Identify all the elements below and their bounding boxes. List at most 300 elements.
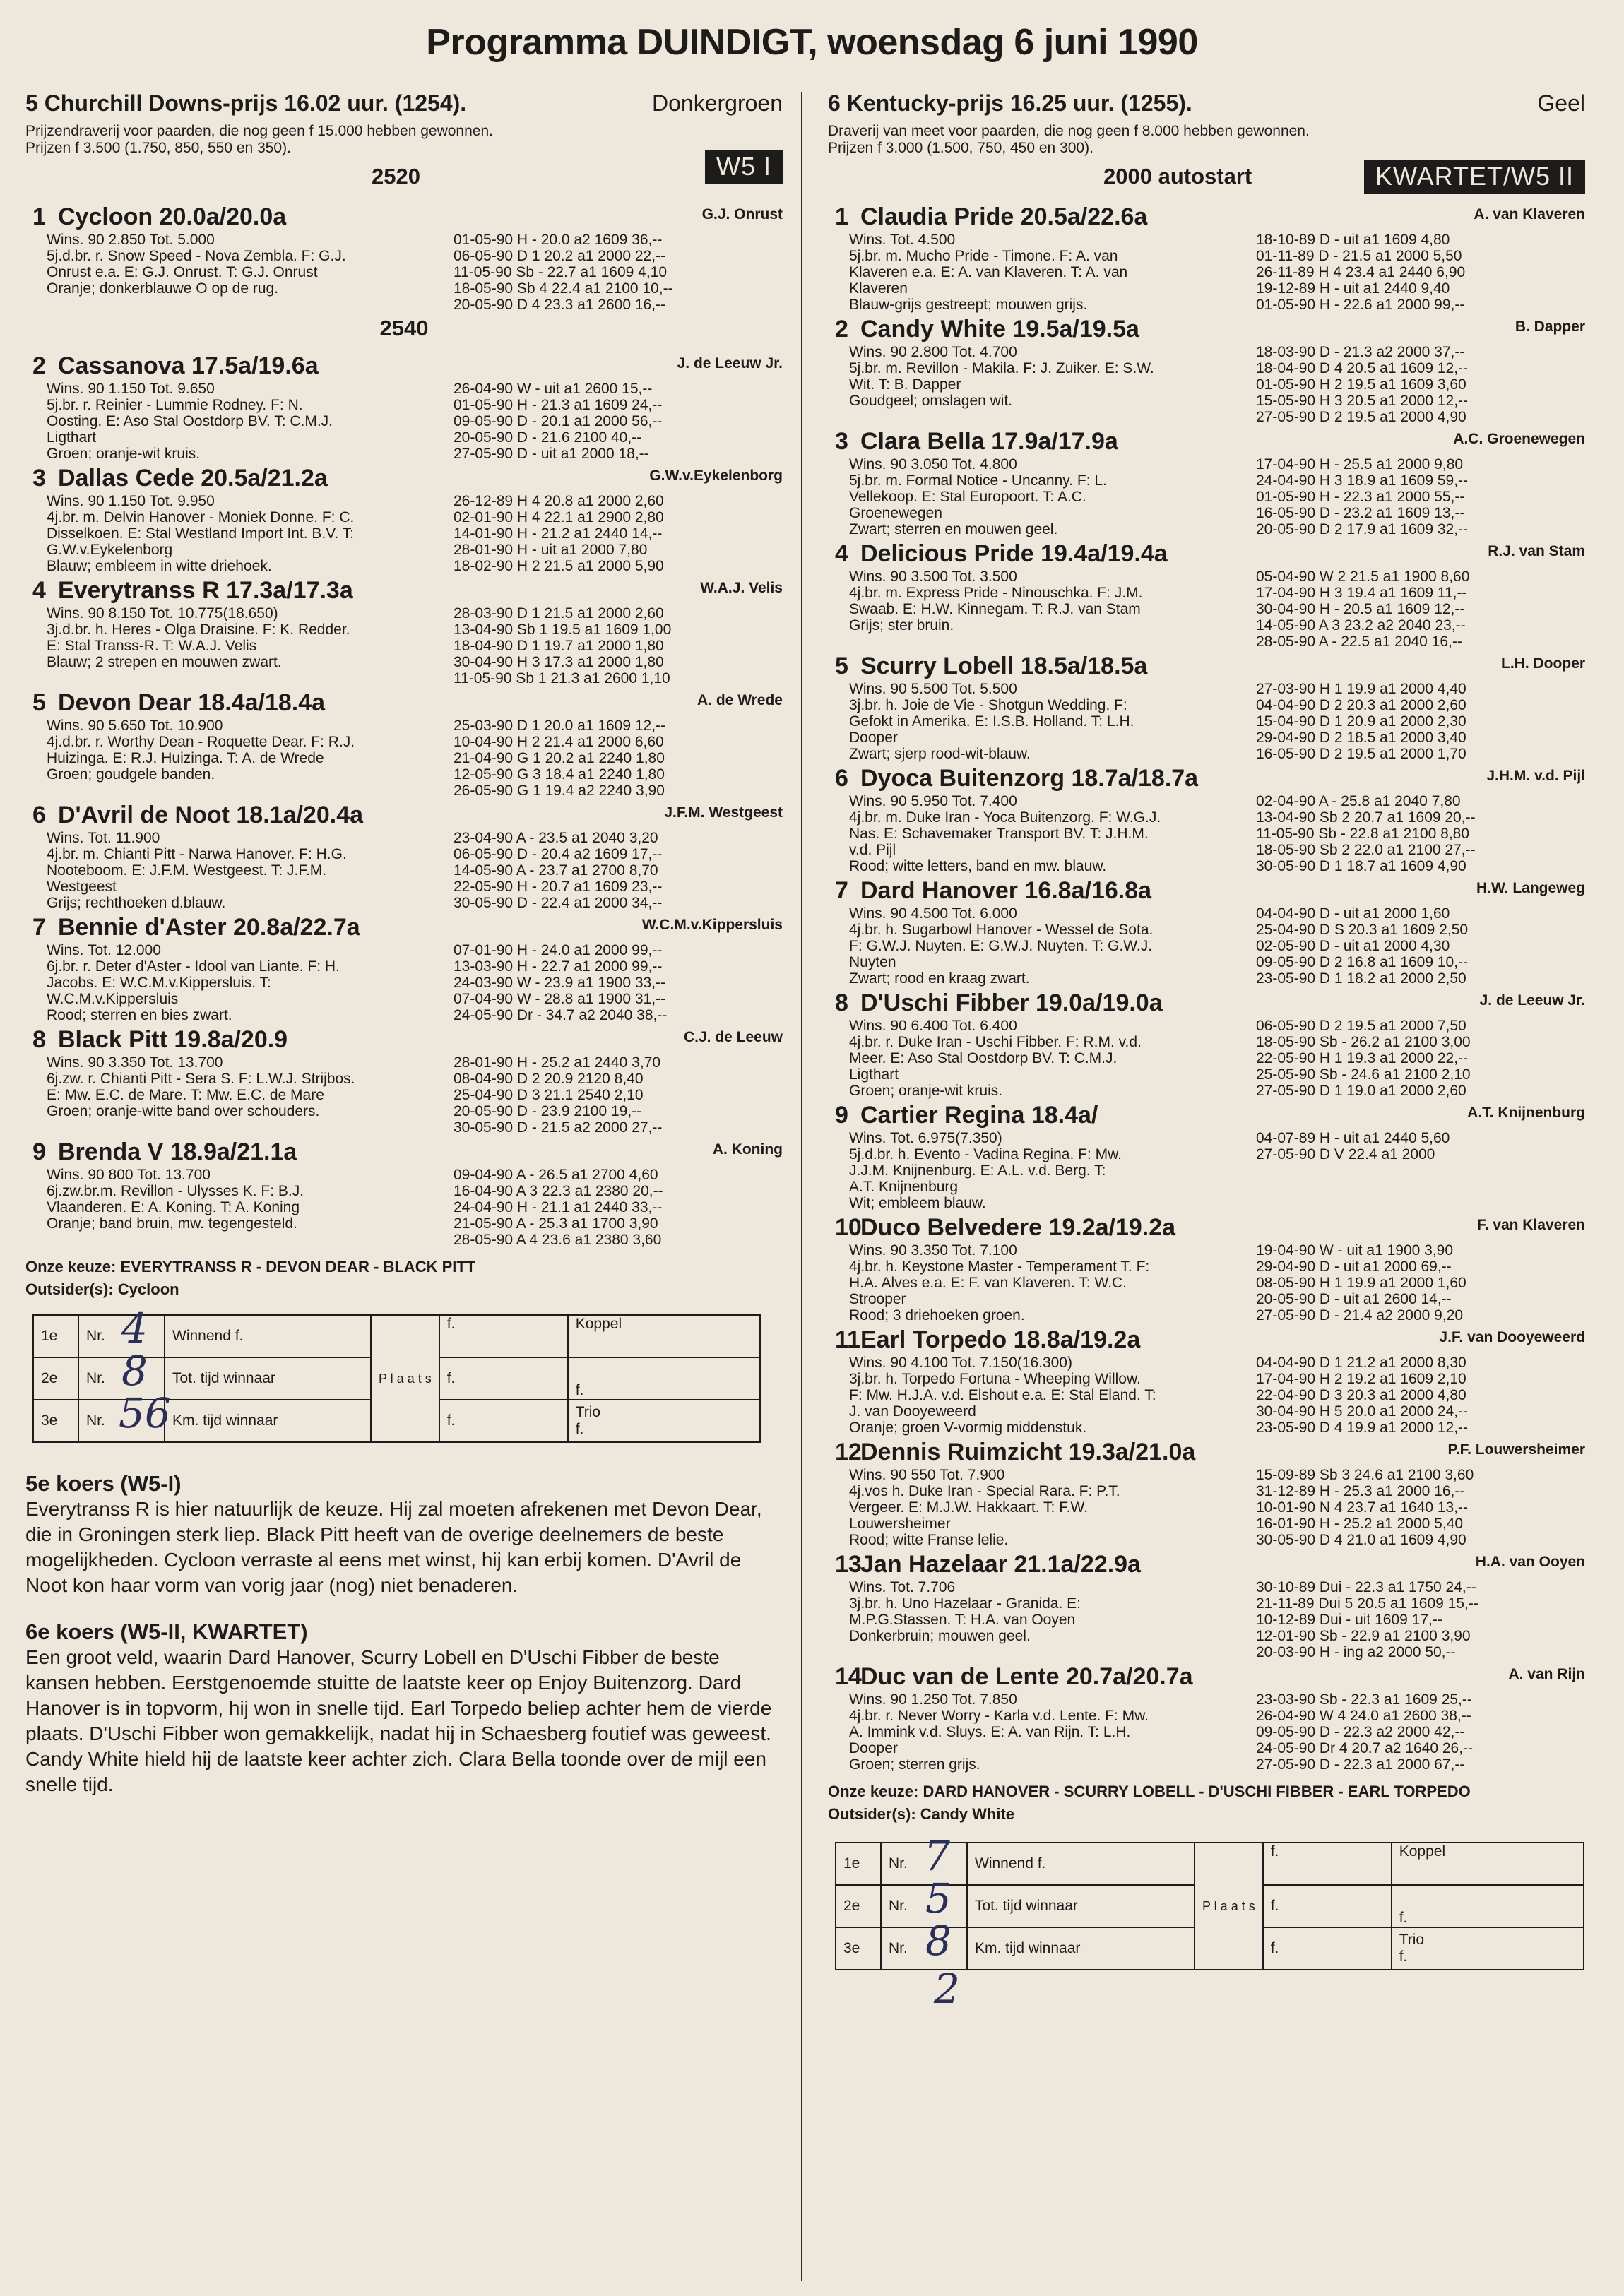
race-result-row: 04-07-89 H - uit a1 2440 5,60: [1256, 1130, 1450, 1146]
horse-trainer: H.W. Langeweg: [1476, 880, 1585, 896]
horse-name: Everytranss R 17.3a/17.3a: [58, 577, 353, 604]
page-title: Programma DUINDIGT, woensdag 6 juni 1990: [426, 22, 1198, 63]
horse-number: 2: [835, 316, 848, 343]
outsider: Outsider(s): Cycloon: [25, 1280, 179, 1298]
horse-trainer: B. Dapper: [1515, 319, 1585, 335]
race-result-row: 24-04-90 H 3 18.9 a1 1609 59,--: [1256, 472, 1469, 489]
horse-results: [454, 1054, 783, 1136]
horse-detail-line: 4j.br. m. Delvin Hanover - Moniek Donne. F: C.: [47, 509, 355, 525]
horse-detail-line: M.P.G.Stassen. T: H.A. van Ooyen: [849, 1612, 1076, 1628]
horse-header: [828, 316, 1585, 344]
race-distance: 2520: [372, 164, 420, 189]
place-label: 3e: [836, 1927, 881, 1970]
koppel-field[interactable]: Koppel: [1392, 1843, 1584, 1885]
horse-results: [1256, 1018, 1585, 1099]
horse-trainer: F. van Klaveren: [1477, 1217, 1585, 1233]
race-result-row: 16-04-90 A 3 22.3 a1 2380 20,--: [454, 1183, 663, 1199]
race-result-row: 11-05-90 Sb - 22.8 a1 2100 8,80: [1256, 826, 1470, 842]
race-result-row: 15-04-90 D 1 20.9 a1 2000 2,30: [1256, 713, 1466, 730]
horse-results: [1256, 681, 1585, 762]
race-result-row: 10-04-90 H 2 21.4 a1 2000 6,60: [454, 734, 664, 750]
horse-trainer: C.J. de Leeuw: [683, 1029, 783, 1045]
horse-detail-line: Oranje; band bruin, mw. tegengesteld.: [47, 1215, 297, 1232]
horse-detail-line: 4j.br. r. Duke Iran - Uschi Fibber. F: R.M. v.d.: [849, 1034, 1142, 1050]
race-result-row: 09-05-90 D - 20.1 a1 2000 56,--: [454, 413, 663, 429]
horse-results: [454, 942, 783, 1023]
race-result-row: 24-03-90 W - 23.9 a1 1900 33,--: [454, 975, 666, 991]
horse-results: [1256, 1242, 1585, 1324]
horse-detail-line: 6j.zw. r. Chianti Pitt - Sera S. F: L.W.J. Strijbos.: [47, 1071, 355, 1087]
horse-details: [849, 1467, 1266, 1548]
horse-detail-line: J.J.M. Knijnenburg. E: A.L. v.d. Berg. T:: [849, 1162, 1106, 1179]
race-result-row: 30-04-90 H 3 17.3 a1 2000 1,80: [454, 654, 664, 670]
race-color: Donkergroen: [652, 90, 783, 116]
race-color: Geel: [1537, 90, 1585, 116]
horse-detail-line: Wit; embleem blauw.: [849, 1195, 986, 1211]
horse-details: [47, 381, 463, 462]
race-result-row: 27-05-90 D - 22.3 a1 2000 67,--: [1256, 1756, 1465, 1773]
horse-detail-line: Goudgeel; omslagen wit.: [849, 393, 1013, 409]
horse-results: [454, 830, 783, 911]
horse-detail-line: 4j.br. m. Duke Iran - Yoca Buitenzorg. F: W.G.J.: [849, 809, 1161, 826]
race-result-row: [1256, 1195, 1585, 1211]
race-result-row: 28-05-90 A 4 23.6 a1 2380 3,60: [454, 1232, 662, 1248]
horse-trainer: A.T. Knijnenburg: [1467, 1105, 1585, 1121]
horse-header: [828, 428, 1585, 456]
handwritten-number: 4: [121, 1304, 148, 1352]
horse-results: [454, 718, 783, 799]
horse-trainer: A. de Wrede: [697, 692, 783, 708]
race-result-row: 20-05-90 D 4 23.3 a1 2600 16,--: [454, 297, 666, 313]
horse-name: Black Pitt 19.8a/20.9: [58, 1026, 288, 1053]
horse-number: 14: [835, 1663, 862, 1690]
race-result-row: 27-03-90 H 1 19.9 a1 2000 4,40: [1256, 681, 1466, 697]
horse-detail-line: Blauw; embleem in witte driehoek.: [47, 558, 272, 574]
horse-details: [47, 1167, 463, 1232]
horse-trainer: J.F. van Dooyeweerd: [1439, 1329, 1585, 1345]
horse-name: Cassanova 17.5a/19.6a: [58, 352, 319, 379]
horse-number: 7: [32, 914, 46, 941]
horse-detail-line: Strooper: [849, 1291, 906, 1307]
horse-detail-line: Nooteboom. E: J.F.M. Westgeest. T: J.F.M.: [47, 862, 327, 879]
race-result-row: 27-05-90 D - 21.4 a2 2000 9,20: [1256, 1307, 1464, 1324]
race-result-row: 25-04-90 D S 20.3 a1 1609 2,50: [1256, 922, 1469, 938]
horse-entry: [25, 352, 783, 462]
horse-detail-line: 6j.zw.br.m. Revillon - Ulysses K. F: B.J.: [47, 1183, 304, 1199]
race-result-row: 13-04-90 Sb 1 19.5 a1 1609 1,00: [454, 621, 672, 638]
race-result-row: 04-04-90 D 2 20.3 a1 2000 2,60: [1256, 697, 1466, 713]
race-result-row: 31-12-89 H - 25.3 a1 2000 16,--: [1256, 1483, 1465, 1499]
amount-field[interactable]: f.: [439, 1357, 568, 1400]
horse-entry: [828, 989, 1585, 1099]
horse-list: [25, 352, 783, 1248]
race-result-row: 29-04-90 D - uit a1 2000 69,--: [1256, 1259, 1452, 1275]
horse-detail-line: F: Mw. H.J.A. v.d. Elshout e.a. E: Stal Eland. T:: [849, 1387, 1156, 1403]
horse-name: Scurry Lobell 18.5a/18.5a: [860, 653, 1148, 679]
horse-header: [828, 1214, 1585, 1242]
horse-results: [454, 493, 783, 574]
race-result-row: 15-09-89 Sb 3 24.6 a1 2100 3,60: [1256, 1467, 1474, 1483]
number-field[interactable]: Nr. 8: [78, 1357, 165, 1400]
horse-trainer: J. de Leeuw Jr.: [677, 355, 783, 371]
race-result-row: 30-05-90 D 4 21.0 a1 1609 4,90: [1256, 1532, 1466, 1548]
horse-header: [828, 203, 1585, 232]
horse-results: [454, 1167, 783, 1248]
horse-detail-line: 5j.br. m. Formal Notice - Uncanny. F: L.: [849, 472, 1107, 489]
horse-detail-line: A. Immink v.d. Sluys. E: A. van Rijn. T: L.H.: [849, 1724, 1131, 1740]
horse-trainer: J.H.M. v.d. Pijl: [1486, 768, 1585, 784]
handwritten-number: 7: [924, 1832, 950, 1880]
handwritten-number: 8: [121, 1347, 148, 1395]
race-result-row: 12-05-90 G 3 18.4 a1 2240 1,80: [454, 766, 665, 783]
horse-number: 5: [32, 689, 46, 716]
race-result-row: 16-01-90 H - 25.2 a1 2000 5,40: [1256, 1516, 1464, 1532]
amount-field[interactable]: f.: [439, 1315, 568, 1357]
horse-detail-line: Disselkoen. E: Stal Westland Import Int. B.V. T:: [47, 525, 354, 542]
number-field[interactable]: Nr. 56: [78, 1400, 165, 1442]
horse-name: Jan Hazelaar 21.1a/22.9a: [860, 1551, 1141, 1578]
horse-results: [1256, 905, 1585, 987]
horse-detail-line: Wins. 90 3.350 Tot. 7.100: [849, 1242, 1017, 1259]
race-result-row: 25-04-90 D 3 21.1 2540 2,10: [454, 1087, 644, 1103]
horse-detail-line: Donkerbruin; mouwen geel.: [849, 1628, 1031, 1644]
race-6-column: [828, 90, 1585, 2013]
horse-detail-line: Blauw; 2 strepen en mouwen zwart.: [47, 654, 282, 670]
horse-name: Dyoca Buitenzorg 18.7a/18.7a: [860, 765, 1199, 792]
outsider: Outsider(s): Candy White: [828, 1805, 1015, 1823]
horse-details: [47, 493, 463, 574]
horse-entry: [25, 689, 783, 799]
horse-detail-line: Ligthart: [849, 1066, 899, 1083]
horse-details: [849, 681, 1266, 762]
horse-detail-line: Wins. 90 3.350 Tot. 13.700: [47, 1054, 223, 1071]
horse-detail-line: Wins. Tot. 4.500: [849, 232, 956, 248]
horse-detail-line: Vlaanderen. E: A. Koning. T: A. Koning: [47, 1199, 300, 1215]
horse-trainer: W.A.J. Velis: [700, 580, 783, 596]
horse-entry: [828, 653, 1585, 762]
horse-detail-line: A.T. Knijnenburg: [849, 1179, 959, 1195]
horse-name: Devon Dear 18.4a/18.4a: [58, 689, 326, 716]
horse-header: [25, 689, 783, 718]
race-result-row: [1256, 1162, 1585, 1179]
preview-text: Een groot veld, waarin Dard Hanover, Scurry Lobell en D'Uschi Fibber de beste kansen hebben. Eerstgenoemde stuitte de laatste keer op Enjoy Buitenzorg. Dard Hanover is in topvorm, hij won in snelle tijd. Earl Torpedo beliep achter hem de vierde plaats. D'Uschi Fibber won gemakkelijk, nadat hij in Schaesberg foutief was geweest. Candy White hield hij de laatste keer achter zich. Clara Bella toonde over de mijl een snelle tijd.: [25, 1646, 772, 1795]
horse-details: [849, 344, 1266, 409]
trio-field[interactable]: Trio f.: [568, 1400, 760, 1442]
race-result-row: 18-02-90 H 2 21.5 a1 2000 5,90: [454, 558, 664, 574]
race-result-row: 05-04-90 W 2 21.5 a1 1900 8,60: [1256, 569, 1470, 585]
race-title: 5 Churchill Downs-prijs 16.02 uur. (1254).: [25, 90, 467, 116]
race-prizes: Prijzen f 3.500 (1.750, 850, 550 en 350).: [25, 140, 291, 156]
horse-detail-line: Gefokt in Amerika. E: I.S.B. Holland. T: L.H.: [849, 713, 1134, 730]
race-result-row: 01-05-90 H - 20.0 a2 1609 36,--: [454, 232, 663, 248]
horse-detail-line: Groen; oranje-witte band over schouders.: [47, 1103, 320, 1119]
race-result-row: 01-05-90 H - 22.6 a1 2000 99,--: [1256, 297, 1465, 313]
horse-detail-line: Dooper: [849, 1740, 898, 1756]
horse-detail-line: 4j.vos h. Duke Iran - Special Rara. F: P.T.: [849, 1483, 1120, 1499]
number-field[interactable]: Nr. 7: [881, 1843, 967, 1885]
race-result-row: 20-05-90 D - 23.9 2100 19,--: [454, 1103, 642, 1119]
race-result-row: 18-04-90 D 1 19.7 a1 2000 1,80: [454, 638, 664, 654]
horse-detail-line: Rood; sterren en bies zwart.: [47, 1007, 232, 1023]
horse-detail-line: 6j.br. r. Deter d'Aster - Idool van Liante. F: H.: [47, 958, 340, 975]
horse-name: Dard Hanover 16.8a/16.8a: [860, 877, 1152, 904]
race-result-row: 30-05-90 D - 22.4 a1 2000 34,--: [454, 895, 663, 911]
horse-detail-line: W.C.M.v.Kippersluis: [47, 991, 179, 1007]
horse-detail-line: 5j.d.br. h. Evento - Vadina Regina. F: Mw.: [849, 1146, 1122, 1162]
horse-entry: [828, 765, 1585, 874]
horse-detail-line: Wins. 90 4.100 Tot. 7.150(16.300): [849, 1355, 1072, 1371]
field-label: Tot. tijd winnaar: [967, 1885, 1195, 1927]
horse-header: [828, 877, 1585, 905]
horse-name: Clara Bella 17.9a/17.9a: [860, 428, 1118, 455]
horse-detail-line: Oranje; groen V-vormig middenstuk.: [849, 1420, 1087, 1436]
horse-trainer: A. van Rijn: [1508, 1666, 1585, 1682]
horse-header: [828, 1663, 1585, 1691]
horse-entry: [25, 914, 783, 1023]
horse-header: [25, 914, 783, 942]
horse-detail-line: Louwersheimer: [849, 1516, 951, 1532]
horse-trainer: R.J. van Stam: [1488, 543, 1585, 559]
race-result-row: 26-04-90 W - uit a1 2600 15,--: [454, 381, 653, 397]
amount-field[interactable]: f.: [439, 1400, 568, 1442]
horse-detail-line: 3j.br. h. Uno Hazelaar - Granida. E:: [849, 1595, 1081, 1612]
horse-trainer: A. Koning: [712, 1141, 783, 1158]
horse-detail-line: 4j.br. r. Never Worry - Karla v.d. Lente. F: Mw.: [849, 1708, 1149, 1724]
race-result-row: 23-05-90 D 1 18.2 a1 2000 2,50: [1256, 970, 1466, 987]
horse-detail-line: Grijs; ster bruin.: [849, 617, 954, 634]
horse-entry: [25, 1026, 783, 1136]
horse-detail-line: Meer. E: Aso Stal Oostdorp BV. T: C.M.J.: [849, 1050, 1118, 1066]
race-result-row: 08-04-90 D 2 20.9 2120 8,40: [454, 1071, 644, 1087]
race-result-row: 12-01-90 Sb - 22.9 a1 2100 3,90: [1256, 1628, 1471, 1644]
race-result-row: 01-05-90 H - 21.3 a1 1609 24,--: [454, 397, 663, 413]
horse-detail-line: Groen; oranje-wit kruis.: [849, 1083, 1003, 1099]
horse-results: [1256, 1355, 1585, 1436]
race-header: [25, 90, 783, 123]
horse-header: [25, 1026, 783, 1054]
preview-title: 5e koers (W5-I): [25, 1471, 182, 1496]
amount-field[interactable]: f.: [568, 1357, 760, 1400]
horse-detail-line: 5j.br. m. Mucho Pride - Timone. F: A. van: [849, 248, 1118, 264]
horse-results: [1256, 1579, 1585, 1660]
horse-number: 6: [32, 802, 46, 828]
horse-results: [454, 605, 783, 686]
race-result-row: 20-05-90 D 2 17.9 a1 1609 32,--: [1256, 521, 1469, 537]
horse-details: [849, 569, 1266, 634]
horse-detail-line: 5j.br. r. Reinier - Lummie Rodney. F: N.: [47, 397, 303, 413]
horse-number: 4: [835, 540, 848, 567]
field-label: Winnend f.: [967, 1843, 1195, 1885]
horse-entry: [828, 428, 1585, 537]
field-label: Km. tijd winnaar: [967, 1927, 1195, 1970]
amount-field[interactable]: f.: [1392, 1885, 1584, 1927]
horse-entry: [828, 316, 1585, 425]
place-label: 1e: [33, 1315, 78, 1357]
race-result-row: 27-05-90 D - uit a1 2000 18,--: [454, 446, 649, 462]
horse-header: [828, 1439, 1585, 1467]
horse-detail-line: Wins. 90 1.150 Tot. 9.650: [47, 381, 215, 397]
race-result-row: 04-04-90 D - uit a1 2000 1,60: [1256, 905, 1450, 922]
race-result-row: 06-05-90 D 2 19.5 a1 2000 7,50: [1256, 1018, 1466, 1034]
horse-detail-line: Vergeer. E: M.J.W. Hakkaart. T: F.W.: [849, 1499, 1089, 1516]
horse-number: 9: [32, 1138, 46, 1165]
horse-detail-line: Oosting. E: Aso Stal Oostdorp BV. T: C.M.J.: [47, 413, 333, 429]
place-label: 2e: [33, 1357, 78, 1400]
horse-details: [849, 1691, 1266, 1773]
horse-entry: [828, 1326, 1585, 1436]
horse-entry: [828, 1214, 1585, 1324]
horse-header: [828, 765, 1585, 793]
race-5-column: [25, 90, 783, 1797]
horse-detail-line: Wins. 90 2.850 Tot. 5.000: [47, 232, 215, 248]
race-result-row: 28-05-90 A - 22.5 a1 2040 16,--: [1256, 634, 1462, 650]
horse-entry: [25, 1138, 783, 1248]
trio-field[interactable]: Trio f.: [1392, 1927, 1584, 1970]
race-result-row: 26-04-90 W 4 24.0 a1 2600 38,--: [1256, 1708, 1471, 1724]
horse-detail-line: Wins. 90 4.500 Tot. 6.000: [849, 905, 1017, 922]
race-result-row: 14-05-90 A 3 23.2 a2 2040 23,--: [1256, 617, 1466, 634]
horse-number: 7: [835, 877, 848, 904]
horse-number: 11: [835, 1326, 860, 1353]
race-result-row: 11-05-90 Sb - 22.7 a1 1609 4,10: [454, 264, 668, 280]
race-result-row: 23-04-90 A - 23.5 a1 2040 3,20: [454, 830, 658, 846]
bet-type-badge: W5 I: [705, 150, 783, 184]
horse-name: Brenda V 18.9a/21.1a: [58, 1138, 297, 1165]
horse-detail-line: Zwart; rood en kraag zwart.: [849, 970, 1030, 987]
race-result-row: 06-05-90 D 1 20.2 a1 2000 22,--: [454, 248, 666, 264]
horse-detail-line: Vellekoop. E: Stal Europoort. T: A.C.: [849, 489, 1086, 505]
race-conditions: Prijzendraverij voor paarden, die nog geen f 15.000 hebben gewonnen.: [25, 123, 493, 139]
horse-detail-line: 4j.d.br. r. Worthy Dean - Roquette Dear. F: R.J.: [47, 734, 355, 750]
horse-trainer: H.A. van Ooyen: [1475, 1554, 1585, 1570]
horse-detail-line: 3j.br. h. Torpedo Fortuna - Wheeping Willow.: [849, 1371, 1141, 1387]
race-result-row: 23-05-90 D 4 19.9 a1 2000 12,--: [1256, 1420, 1469, 1436]
horse-entry: [828, 1663, 1585, 1773]
race-conditions: Draverij van meet voor paarden, die nog geen f 8.000 hebben gewonnen.: [828, 123, 1310, 139]
race-result-row: 02-04-90 A - 25.8 a1 2040 7,80: [1256, 793, 1461, 809]
horse-header: [25, 577, 783, 605]
horse-detail-line: 3j.br. h. Joie de Vie - Shotgun Wedding. F:: [849, 697, 1127, 713]
amount-field[interactable]: f.: [1263, 1927, 1392, 1970]
race-result-row: 28-01-90 H - uit a1 2000 7,80: [454, 542, 648, 558]
horse-detail-line: Westgeest: [47, 879, 117, 895]
horse-name: Claudia Pride 20.5a/22.6a: [860, 203, 1148, 230]
horse-number: 2: [32, 352, 46, 379]
race-result-row: 20-05-90 D - 21.6 2100 40,--: [454, 429, 642, 446]
horse-name: Cartier Regina 18.4a/: [860, 1102, 1098, 1129]
race-result-row: 07-04-90 W - 28.8 a1 1900 31,--: [454, 991, 666, 1007]
amount-field[interactable]: f.: [1263, 1843, 1392, 1885]
race-result-row: 13-04-90 Sb 2 20.7 a1 1609 20,--: [1256, 809, 1476, 826]
horse-details: [47, 942, 463, 1023]
amount-field[interactable]: f.: [1263, 1885, 1392, 1927]
race-result-row: 22-05-90 H - 20.7 a1 1609 23,--: [454, 879, 663, 895]
race-result-row: 28-01-90 H - 25.2 a1 2440 3,70: [454, 1054, 661, 1071]
race-6-preview: [25, 1619, 783, 1797]
horse-detail-line: Onrust e.a. E: G.J. Onrust. T: G.J. Onrust: [47, 264, 318, 280]
race-title: 6 Kentucky-prijs 16.25 uur. (1255).: [828, 90, 1192, 116]
horse-detail-line: 4j.br. m. Chianti Pitt - Narwa Hanover. F: H.G.: [47, 846, 347, 862]
koppel-field[interactable]: Koppel: [568, 1315, 760, 1357]
horse-name: D'Uschi Fibber 19.0a/19.0a: [860, 989, 1163, 1016]
race-result-row: 19-04-90 W - uit a1 1900 3,90: [1256, 1242, 1454, 1259]
race-5-preview: [25, 1471, 783, 1598]
horse-detail-line: F: G.W.J. Nuyten. E: G.W.J. Nuyten. T: G.W.J.: [849, 938, 1153, 954]
horse-detail-line: Huizinga. E: R.J. Huizinga. T: A. de Wrede: [47, 750, 324, 766]
horse-trainer: P.F. Louwersheimer: [1447, 1441, 1585, 1458]
race-result-row: 25-05-90 Sb - 24.6 a1 2100 2,10: [1256, 1066, 1471, 1083]
number-field[interactable]: Nr. 4: [78, 1315, 165, 1357]
horse-entry: [25, 465, 783, 574]
horse-detail-line: Groenewegen: [849, 505, 942, 521]
horse-detail-line: E: Mw. E.C. de Mare. T: Mw. E.C. de Mare: [47, 1087, 324, 1103]
horse-header: [828, 1551, 1585, 1579]
race-prizes: Prijzen f 3.000 (1.500, 750, 450 en 300).: [828, 140, 1093, 156]
race-result-row: 22-05-90 H 1 19.3 a1 2000 22,--: [1256, 1050, 1469, 1066]
race-result-row: 26-11-89 H 4 23.4 a1 2440 6,90: [1256, 264, 1466, 280]
horse-entry: [25, 802, 783, 911]
race-result-row: 14-01-90 H - 21.2 a1 2440 14,--: [454, 525, 663, 542]
horse-results: [1256, 569, 1585, 650]
horse-number: 8: [835, 989, 848, 1016]
horse-name: Candy White 19.5a/19.5a: [860, 316, 1139, 343]
column-divider: [801, 92, 802, 2281]
race-result-row: 18-05-90 Sb 4 22.4 a1 2100 10,--: [454, 280, 673, 297]
horse-details: [849, 232, 1266, 313]
number-field[interactable]: Nr. 8: [881, 1927, 967, 1970]
race-distance-2: 2540: [379, 316, 429, 340]
horse-details: [849, 1579, 1266, 1644]
horse-details: [849, 1242, 1266, 1324]
horse-entry: [828, 877, 1585, 987]
horse-trainer: A.C. Groenewegen: [1453, 431, 1585, 447]
race-result-row: 20-05-90 D - uit a1 2600 14,--: [1256, 1291, 1452, 1307]
race-result-row: 18-05-90 Sb - 26.2 a1 2100 3,00: [1256, 1034, 1471, 1050]
horse-detail-line: Wins. 90 550 Tot. 7.900: [849, 1467, 1005, 1483]
horse-results: [1256, 344, 1585, 425]
race-result-row: 10-12-89 Dui - uit 1609 17,--: [1256, 1612, 1442, 1628]
horse-detail-line: Wins. 90 5.650 Tot. 10.900: [47, 718, 223, 734]
race-result-row: 16-05-90 D - 23.2 a1 1609 13,--: [1256, 505, 1465, 521]
horse-detail-line: Wins. 90 6.400 Tot. 6.400: [849, 1018, 1017, 1034]
horse-number: 3: [32, 465, 46, 492]
horse-results: [1256, 1691, 1585, 1773]
horse-header: [828, 1326, 1585, 1355]
horse-results: [1256, 1467, 1585, 1548]
horse-detail-line: Blauw-grijs gestreept; mouwen grijs.: [849, 297, 1088, 313]
horse-trainer: J.F.M. Westgeest: [664, 804, 783, 821]
horse-entry: [828, 540, 1585, 650]
horse-detail-line: Wit. T: B. Dapper: [849, 376, 961, 393]
race-result-row: 26-05-90 G 1 19.4 a2 2240 3,90: [454, 783, 665, 799]
horse-results: [454, 232, 783, 313]
number-field[interactable]: Nr. 5: [881, 1885, 967, 1927]
horse-results: [1256, 793, 1585, 874]
horse-detail-line: 3j.d.br. h. Heres - Olga Draisine. F: K. Redder.: [47, 621, 350, 638]
horse-number: 12: [835, 1439, 862, 1465]
horse-name: D'Avril de Noot 18.1a/20.4a: [58, 802, 364, 828]
horse-results: [454, 381, 783, 462]
horse-number: 8: [32, 1026, 46, 1053]
horse-detail-line: Wins. Tot. 6.975(7.350): [849, 1130, 1002, 1146]
horse-header: [828, 1102, 1585, 1130]
race-result-row: 18-05-90 Sb 2 22.0 a1 2100 27,--: [1256, 842, 1476, 858]
horse-detail-line: Wins. 90 2.800 Tot. 4.700: [849, 344, 1017, 360]
horse-detail-line: E: Stal Transs-R. T: W.A.J. Velis: [47, 638, 257, 654]
horse-detail-line: Dooper: [849, 730, 898, 746]
horse-entry: [828, 1102, 1585, 1211]
horse-entry: [25, 577, 783, 686]
